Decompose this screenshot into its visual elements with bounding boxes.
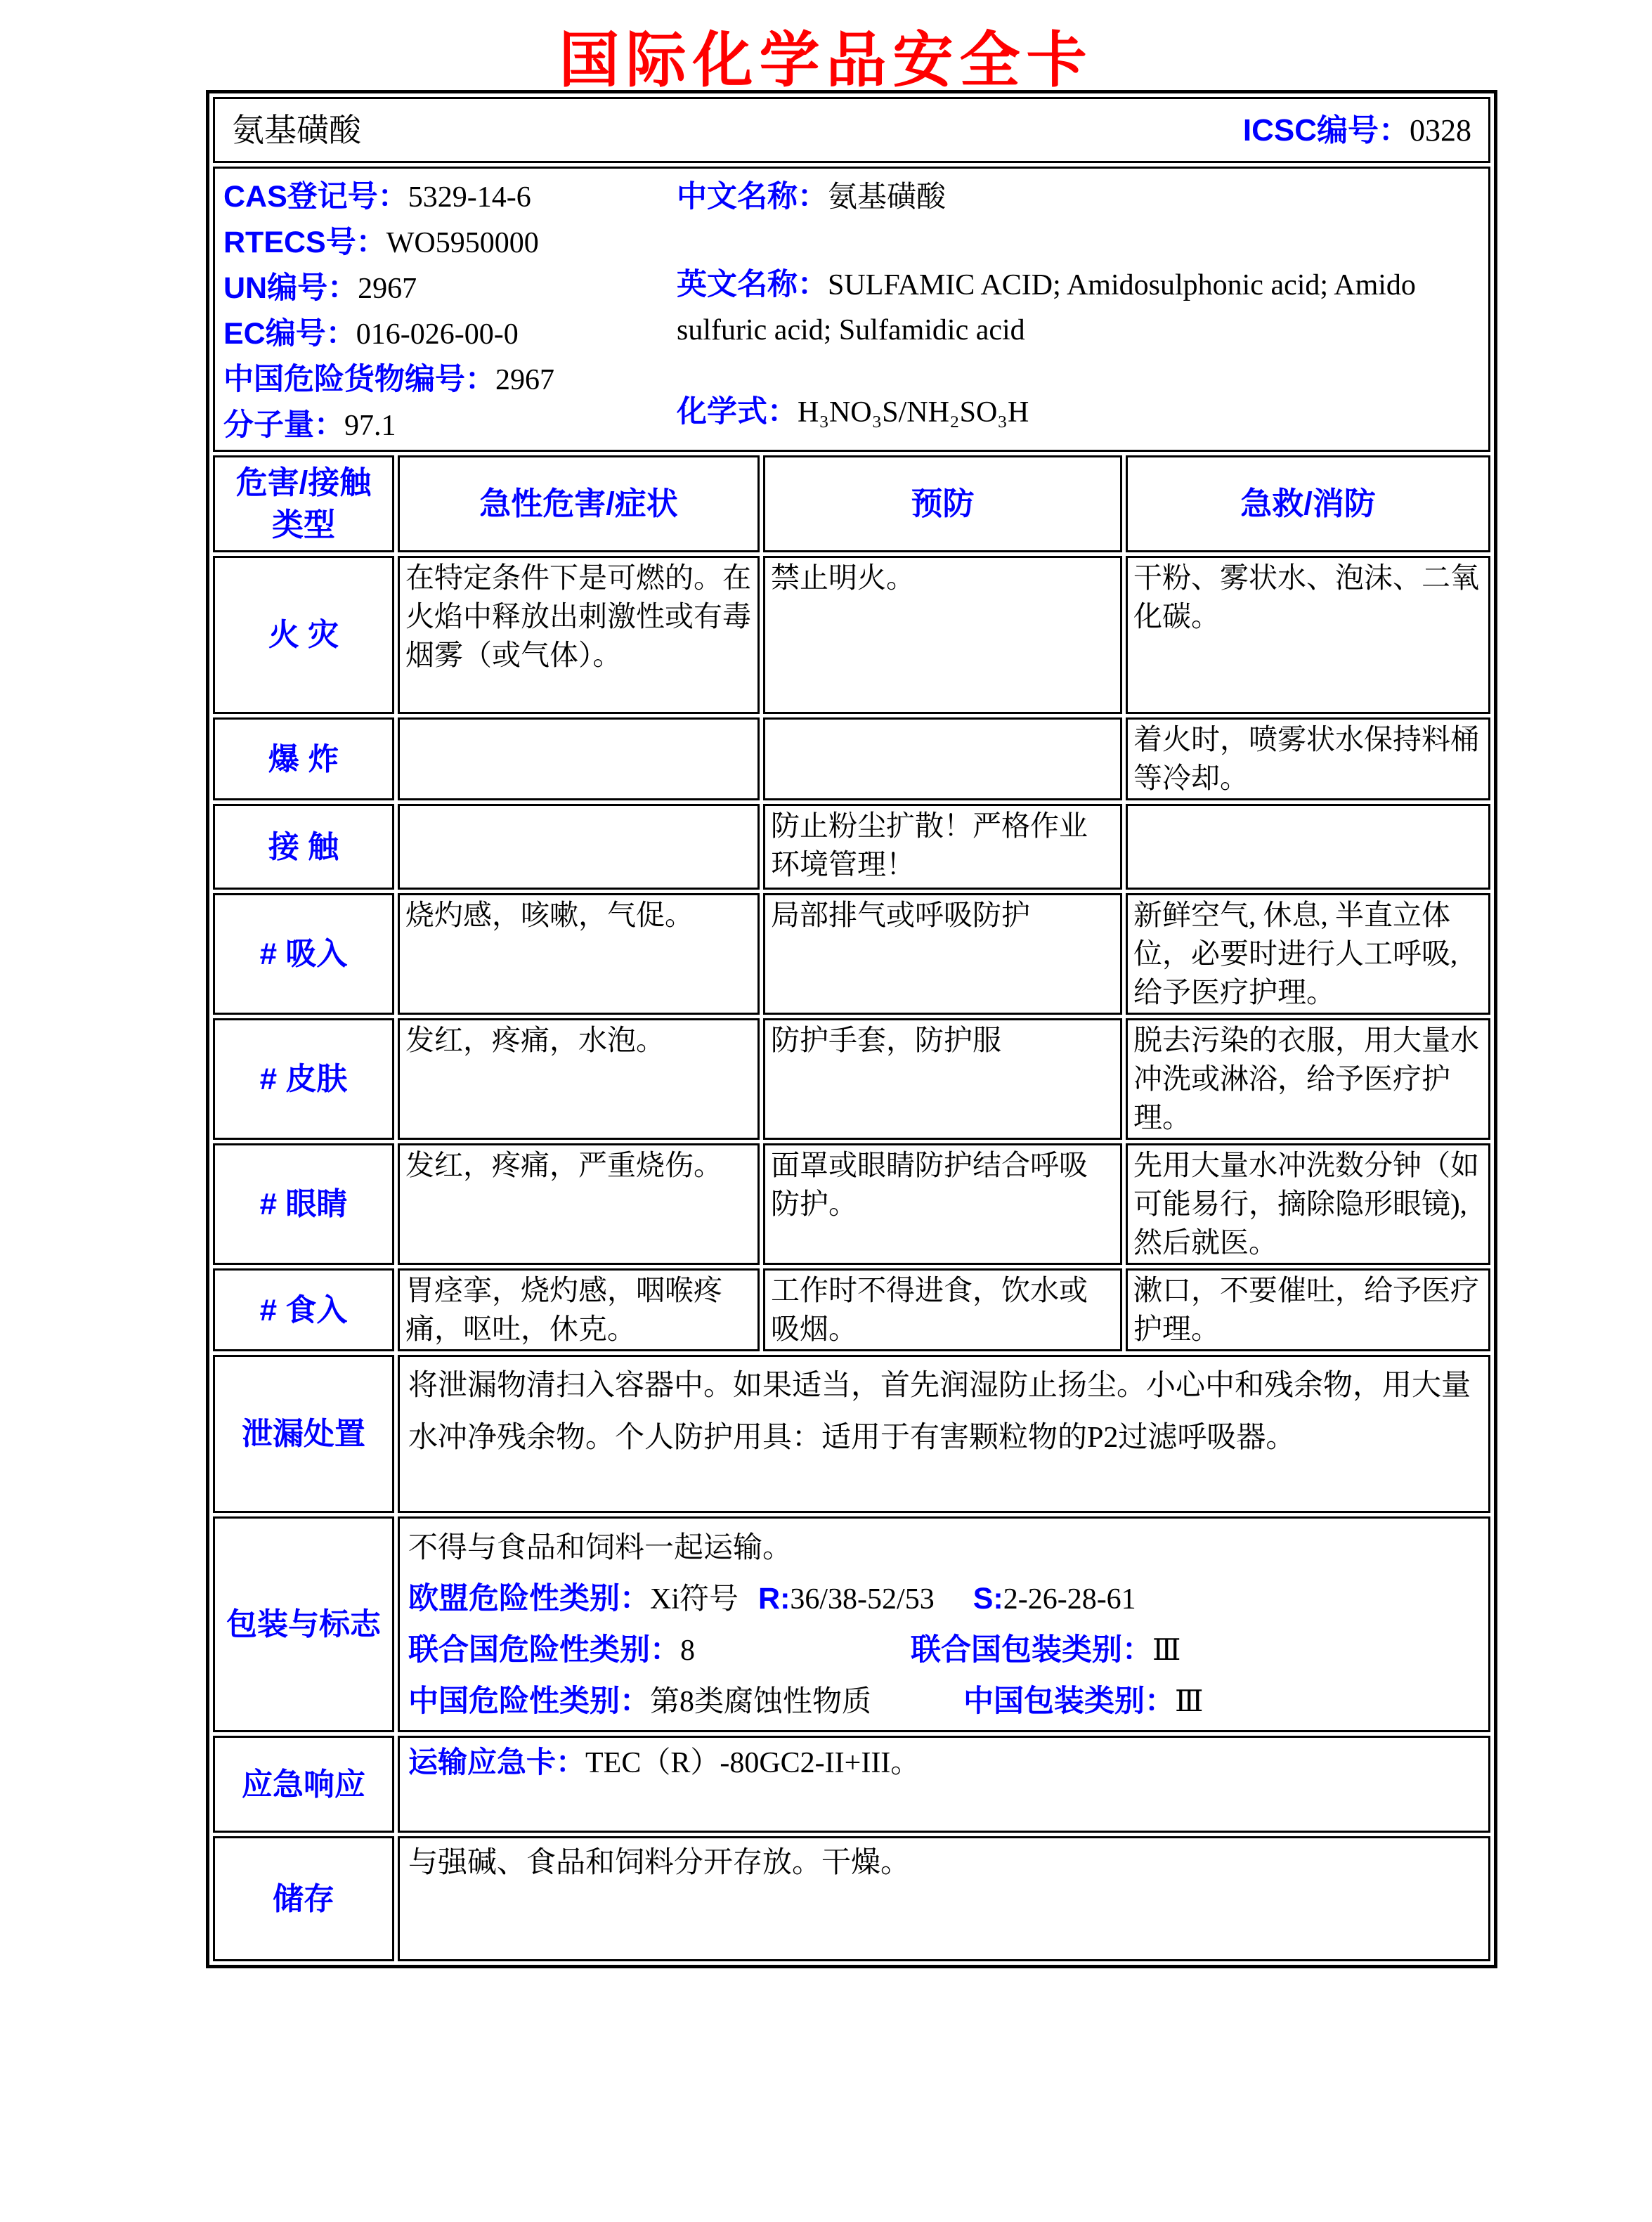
transport-emergency-card-value: TEC（R）-80GC2-II+III。 — [585, 1747, 921, 1779]
icsc-number-value: 0328 — [1410, 112, 1471, 148]
row-label-skin: # 皮肤 — [213, 1018, 394, 1140]
eyes-prevention-cell: 面罩或眼睛防护结合呼吸防护。 — [763, 1143, 1122, 1265]
row-label-inhalation: # 吸入 — [213, 893, 394, 1015]
s-phrases-label: S: — [973, 1582, 1003, 1616]
english-name-line — [677, 262, 1480, 353]
english-name-value: SULFAMIC ACID; Amidosulphonic acid; Amido sulfuric acid; Sulfamidic acid — [677, 269, 1416, 346]
un-number-label: UN编号： — [223, 271, 358, 305]
column-header-type — [213, 455, 394, 552]
table-row-explosion — [213, 717, 1490, 800]
identifiers-cell — [213, 167, 1490, 452]
china-dg-number-label: 中国危险货物编号： — [223, 363, 495, 396]
contact-prevention-cell: 防止粉尘扩散！严格作业环境管理！ — [763, 804, 1122, 890]
cn-packing-group-label: 中国包装类别： — [963, 1684, 1175, 1718]
storage-content-cell: 与强碱、食品和饲料分开存放。干燥。 — [398, 1836, 1490, 1961]
chinese-name-line — [677, 174, 1480, 220]
cas-number-label: CAS登记号： — [223, 180, 408, 214]
eyes-symptoms-cell: 发红，疼痛，严重烧伤。 — [398, 1143, 760, 1265]
row-label-emergency: 应急响应 — [213, 1736, 394, 1833]
fire-symptoms-cell: 在特定条件下是可燃的。在火焰中释放出刺激性或有毒烟雾（或气体）。 — [398, 556, 760, 714]
packaging-transport-text: 不得与食品和饲料一起运输。 — [408, 1532, 793, 1564]
molecular-weight-line — [223, 403, 677, 448]
r-phrases-value: 36/38-52/53 — [790, 1583, 935, 1616]
explosion-symptoms-cell — [398, 717, 760, 800]
packaging-transport-line — [408, 1523, 1480, 1573]
formula-label: 化学式： — [677, 395, 798, 429]
cn-packing-group-value: Ⅲ — [1175, 1686, 1204, 1718]
table-row-storage — [213, 1836, 1490, 1961]
un-hazard-class-label: 联合国危险性类别： — [408, 1633, 680, 1667]
cn-hazard-class-value: 第8类腐蚀性物质 — [650, 1686, 872, 1718]
formula-value: H₃NO₃S/NH₂SO₃H — [798, 396, 1029, 429]
china-dg-number-line — [223, 357, 677, 403]
eu-hazard-class-label: 欧盟危险性类别： — [408, 1582, 650, 1616]
table-row-fire — [213, 556, 1490, 714]
row-label-spill: 泄漏处置 — [213, 1355, 394, 1513]
un-packing-group-value: Ⅲ — [1152, 1635, 1181, 1667]
explosion-prevention-cell — [763, 717, 1122, 800]
column-header-type-line2: 类型 — [271, 507, 335, 542]
row-label-eyes: # 眼睛 — [213, 1143, 394, 1265]
packaging-eu-line — [408, 1573, 1480, 1625]
molecular-weight-label: 分子量： — [223, 408, 344, 442]
identifiers-row — [213, 167, 1490, 452]
ingestion-symptoms-cell: 胃痉挛，烧灼感，咽喉疼痛，呕吐，休克。 — [398, 1268, 760, 1351]
column-header-prevention: 预防 — [763, 455, 1122, 552]
spill-content-cell: 将泄漏物清扫入容器中。如果适当，首先润湿防止扬尘。小心中和残余物，用大量水冲净残余物。个人防护用具：适用于有害颗粒物的P2过滤呼吸器。 — [398, 1355, 1490, 1513]
row-label-fire: 火 灾 — [213, 556, 394, 714]
skin-firstaid-cell: 脱去污染的衣服，用大量水冲洗或淋浴，给予医疗护理。 — [1126, 1018, 1490, 1140]
column-header-type-line1: 危害/接触 — [235, 464, 372, 500]
column-header-symptoms: 急性危害/症状 — [398, 455, 760, 552]
un-packing-group-label: 联合国包装类别： — [911, 1633, 1152, 1667]
cn-hazard-class-label: 中国危险性类别： — [408, 1684, 650, 1718]
identifiers-left-column — [223, 174, 677, 448]
contact-firstaid-cell — [1126, 804, 1490, 890]
icsc-card-table — [206, 90, 1497, 1968]
row-label-storage: 储存 — [213, 1836, 394, 1961]
page-title: 国际化学品安全卡 — [559, 27, 1093, 94]
identifiers-right-column — [677, 174, 1480, 448]
rtecs-number-line — [223, 220, 677, 266]
chinese-name-value: 氨基磺酸 — [828, 181, 947, 214]
table-row-packaging — [213, 1516, 1490, 1732]
inhalation-symptoms-cell: 烧灼感，咳嗽，气促。 — [398, 893, 760, 1015]
icsc-number — [1243, 111, 1471, 150]
skin-prevention-cell: 防护手套，防护服 — [763, 1018, 1122, 1140]
eu-hazard-class-value: Xi符号 — [650, 1583, 739, 1616]
ec-number-line — [223, 311, 677, 357]
table-row-eyes — [213, 1143, 1490, 1265]
un-hazard-class-value: 8 — [680, 1635, 695, 1667]
chemical-header-cell — [213, 97, 1490, 163]
s-phrases-value: 2-26-28-61 — [1003, 1583, 1136, 1616]
packaging-un-line — [408, 1625, 1480, 1676]
emergency-content-cell — [398, 1736, 1490, 1833]
cas-number-line — [223, 174, 677, 220]
un-number-value: 2967 — [358, 273, 417, 305]
contact-symptoms-cell — [398, 804, 760, 890]
molecular-weight-value: 97.1 — [344, 410, 396, 442]
table-row-spill — [213, 1355, 1490, 1513]
rtecs-number-label: RTECS号： — [223, 226, 386, 259]
english-name-label: 英文名称： — [677, 268, 828, 301]
row-label-packaging: 包装与标志 — [213, 1516, 394, 1732]
table-row-ingestion — [213, 1268, 1490, 1351]
table-row-skin — [213, 1018, 1490, 1140]
un-number-line — [223, 266, 677, 311]
explosion-firstaid-cell: 着火时，喷雾状水保持料桶等冷却。 — [1126, 717, 1490, 800]
row-label-ingestion: # 食入 — [213, 1268, 394, 1351]
cas-number-value: 5329-14-6 — [408, 181, 531, 214]
ec-number-label: EC编号： — [223, 317, 356, 351]
rtecs-number-value: WO5950000 — [386, 227, 539, 259]
column-header-firstaid: 急救/消防 — [1126, 455, 1490, 552]
r-phrases-label: R: — [758, 1582, 791, 1616]
chemical-name: 氨基磺酸 — [232, 112, 361, 148]
eyes-firstaid-cell: 先用大量水冲洗数分钟（如可能易行，摘除隐形眼镜),然后就医。 — [1126, 1143, 1490, 1265]
table-row-emergency — [213, 1736, 1490, 1833]
row-label-explosion: 爆 炸 — [213, 717, 394, 800]
ec-number-value: 016-026-00-0 — [356, 318, 519, 351]
fire-prevention-cell: 禁止明火。 — [763, 556, 1122, 714]
transport-emergency-card-label: 运输应急卡： — [408, 1746, 586, 1779]
chinese-name-label: 中文名称： — [677, 180, 828, 214]
inhalation-prevention-cell: 局部排气或呼吸防护 — [763, 893, 1122, 1015]
fire-firstaid-cell: 干粉、雾状水、泡沫、二氧化碳。 — [1126, 556, 1490, 714]
formula-line — [677, 389, 1480, 435]
packaging-cn-line — [408, 1676, 1480, 1727]
china-dg-number-value: 2967 — [495, 364, 554, 396]
chemical-header-row — [213, 97, 1490, 163]
ingestion-prevention-cell: 工作时不得进食，饮水或吸烟。 — [763, 1268, 1122, 1351]
packaging-content-cell — [398, 1516, 1490, 1732]
inhalation-firstaid-cell: 新鲜空气, 休息, 半直立体位，必要时进行人工呼吸, 给予医疗护理。 — [1126, 893, 1490, 1015]
table-row-inhalation — [213, 893, 1490, 1015]
hazard-table-header-row — [213, 455, 1490, 552]
icsc-number-label: ICSC编号： — [1242, 112, 1410, 148]
row-label-contact: 接 触 — [213, 804, 394, 890]
skin-symptoms-cell: 发红，疼痛，水泡。 — [398, 1018, 760, 1140]
table-row-contact — [213, 804, 1490, 890]
ingestion-firstaid-cell: 漱口，不要催吐，给予医疗护理。 — [1126, 1268, 1490, 1351]
